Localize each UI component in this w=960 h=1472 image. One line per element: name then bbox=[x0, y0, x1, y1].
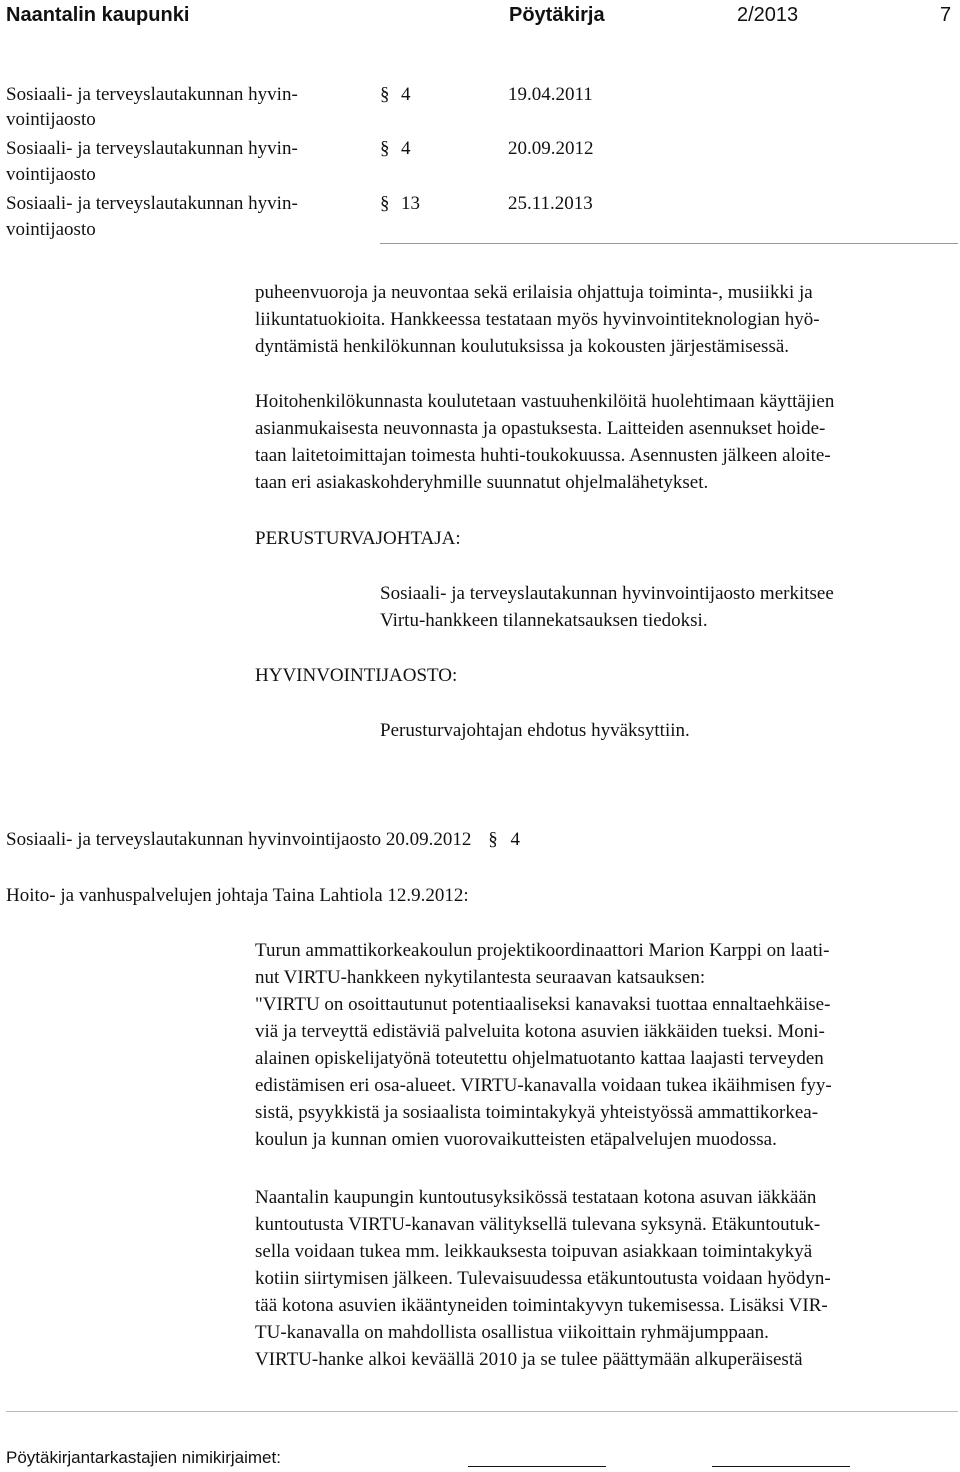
text-line: kotiin siirtymisen jälkeen. Tulevaisuudessa etäkuntoutusta voidaan hyödyn- bbox=[255, 1268, 831, 1289]
text-line: nut VIRTU-hankkeen nykytilantesta seuraavan katsauksen: bbox=[255, 967, 706, 988]
text-line: puheenvuoroja ja neuvontaa sekä erilaisia ohjattuja toiminta-, musiikki ja bbox=[255, 282, 813, 303]
proposal-text bbox=[380, 580, 834, 634]
history-body-line2: vointijaosto bbox=[6, 109, 96, 130]
text-line: Sosiaali- ja terveyslautakunnan hyvinvointijaosto merkitsee bbox=[380, 583, 834, 604]
text-line: Virtu-hankkeen tilannekatsauksen tiedoksi. bbox=[380, 610, 708, 631]
history-body-line1: Sosiaali- ja terveyslautakunnan hyvin- bbox=[6, 84, 298, 105]
decision-text: Perusturvajohtajan ehdotus hyväksyttiin. bbox=[380, 720, 690, 741]
history-body-line1: Sosiaali- ja terveyslautakunnan hyvin- bbox=[6, 138, 298, 159]
reference-line bbox=[6, 826, 520, 853]
signature-line bbox=[712, 1466, 850, 1467]
reference-text: Sosiaali- ja terveyslautakunnan hyvinvointijaosto 20.09.2012 bbox=[6, 829, 472, 850]
section-sign-icon: § bbox=[380, 193, 390, 214]
history-divider bbox=[380, 243, 958, 244]
text-line: Hoitohenkilökunnasta koulutetaan vastuuhenkilöitä huolehtimaan käyttäjien bbox=[255, 391, 835, 412]
text-line: edistämisen eri osa-alueet. VIRTU-kanavalla voidaan tukea ikäihmisen fyy- bbox=[255, 1075, 832, 1096]
history-body-line1: Sosiaali- ja terveyslautakunnan hyvin- bbox=[6, 193, 298, 214]
text-line: viä ja terveyttä edistäviä palveluita kotona asuvien iäkkäiden tueksi. Moni- bbox=[255, 1021, 825, 1042]
text-line: asianmukaisesta neuvonnasta ja opastuksesta. Laitteiden asennukset hoide- bbox=[255, 418, 826, 439]
text-line: koulun ja kunnan omien vuorovaikutteisten etäpalvelujen muodossa. bbox=[255, 1129, 777, 1150]
history-body-line2: vointijaosto bbox=[6, 164, 96, 185]
text-line: taan laitetoimittajan toimesta huhti-toukokuussa. Asennusten jälkeen aloite- bbox=[255, 445, 831, 466]
history-date: 20.09.2012 bbox=[508, 138, 594, 159]
paragraph-2 bbox=[255, 388, 834, 496]
footer-divider bbox=[6, 1411, 958, 1412]
header-doc-type: Pöytäkirja bbox=[509, 4, 605, 26]
history-date: 25.11.2013 bbox=[508, 193, 593, 214]
text-line: "VIRTU on osoittautunut potentiaaliseksi kanavaksi tuottaa ennaltaehkäise- bbox=[255, 994, 831, 1015]
text-line: TU-kanavalla on mahdollista osallistua viikoittain ryhmäjumppaan. bbox=[255, 1322, 769, 1343]
text-line: Naantalin kaupungin kuntoutusyksikössä testataan kotona asuvan iäkkään bbox=[255, 1187, 817, 1208]
text-line: kuntoutusta VIRTU-kanavan välityksellä tulevana syksynä. Etäkuntoutuk- bbox=[255, 1214, 821, 1235]
header-city: Naantalin kaupunki bbox=[6, 4, 190, 26]
paragraph-3 bbox=[255, 937, 832, 1153]
text-line: sella voidaan tukea mm. leikkauksesta toipuvan asiakkaan toimintakykyä bbox=[255, 1241, 813, 1262]
history-section: 4 bbox=[401, 84, 411, 105]
text-line: tää kotona asuvien ikääntyneiden toimintakyvyn tukemisessa. Lisäksi VIR- bbox=[255, 1295, 828, 1316]
text-line: taan eri asiakaskohderyhmille suunnatut ohjelmalähetykset. bbox=[255, 472, 709, 493]
decision-heading: HYVINVOINTIJAOSTO: bbox=[255, 665, 458, 686]
proposal-heading: PERUSTURVAJOHTAJA: bbox=[255, 528, 461, 549]
report-heading: Hoito- ja vanhuspalvelujen johtaja Taina Lahtiola 12.9.2012: bbox=[6, 885, 469, 906]
text-line: sistä, psyykkistä ja sosiaalista toimintakykyä yhteistyössä ammattikorkea- bbox=[255, 1102, 819, 1123]
section-sign-icon: § bbox=[488, 829, 498, 850]
text-line: Turun ammattikorkeakoulun projektikoordinaattori Marion Karppi on laati- bbox=[255, 940, 830, 961]
section-sign-icon: § bbox=[380, 84, 390, 105]
text-line: liikuntatuokioita. Hankkeessa testataan myös hyvinvointiteknologian hyö- bbox=[255, 309, 820, 330]
footer-label: Pöytäkirjantarkastajien nimikirjaimet: bbox=[6, 1448, 281, 1467]
history-body-line2: vointijaosto bbox=[6, 219, 96, 240]
paragraph-4 bbox=[255, 1184, 831, 1373]
text-line: VIRTU-hanke alkoi keväällä 2010 ja se tulee päättymään alkuperäisestä bbox=[255, 1349, 803, 1370]
paragraph-1 bbox=[255, 279, 820, 360]
text-line: dyntämistä henkilökunnan koulutuksissa ja kokousten järjestämisessä. bbox=[255, 336, 790, 357]
header-page-number: 7 bbox=[940, 4, 952, 26]
reference-section: 4 bbox=[510, 829, 520, 850]
text-line: alainen opiskelijatyönä toteutettu ohjelmatuotanto kattaa laajasti terveyden bbox=[255, 1048, 824, 1069]
header-issue: 2/2013 bbox=[737, 4, 799, 26]
section-sign-icon: § bbox=[380, 138, 390, 159]
history-section: 4 bbox=[401, 138, 411, 159]
history-date: 19.04.2011 bbox=[508, 84, 593, 105]
signature-line bbox=[468, 1466, 606, 1467]
history-section: 13 bbox=[401, 193, 420, 214]
